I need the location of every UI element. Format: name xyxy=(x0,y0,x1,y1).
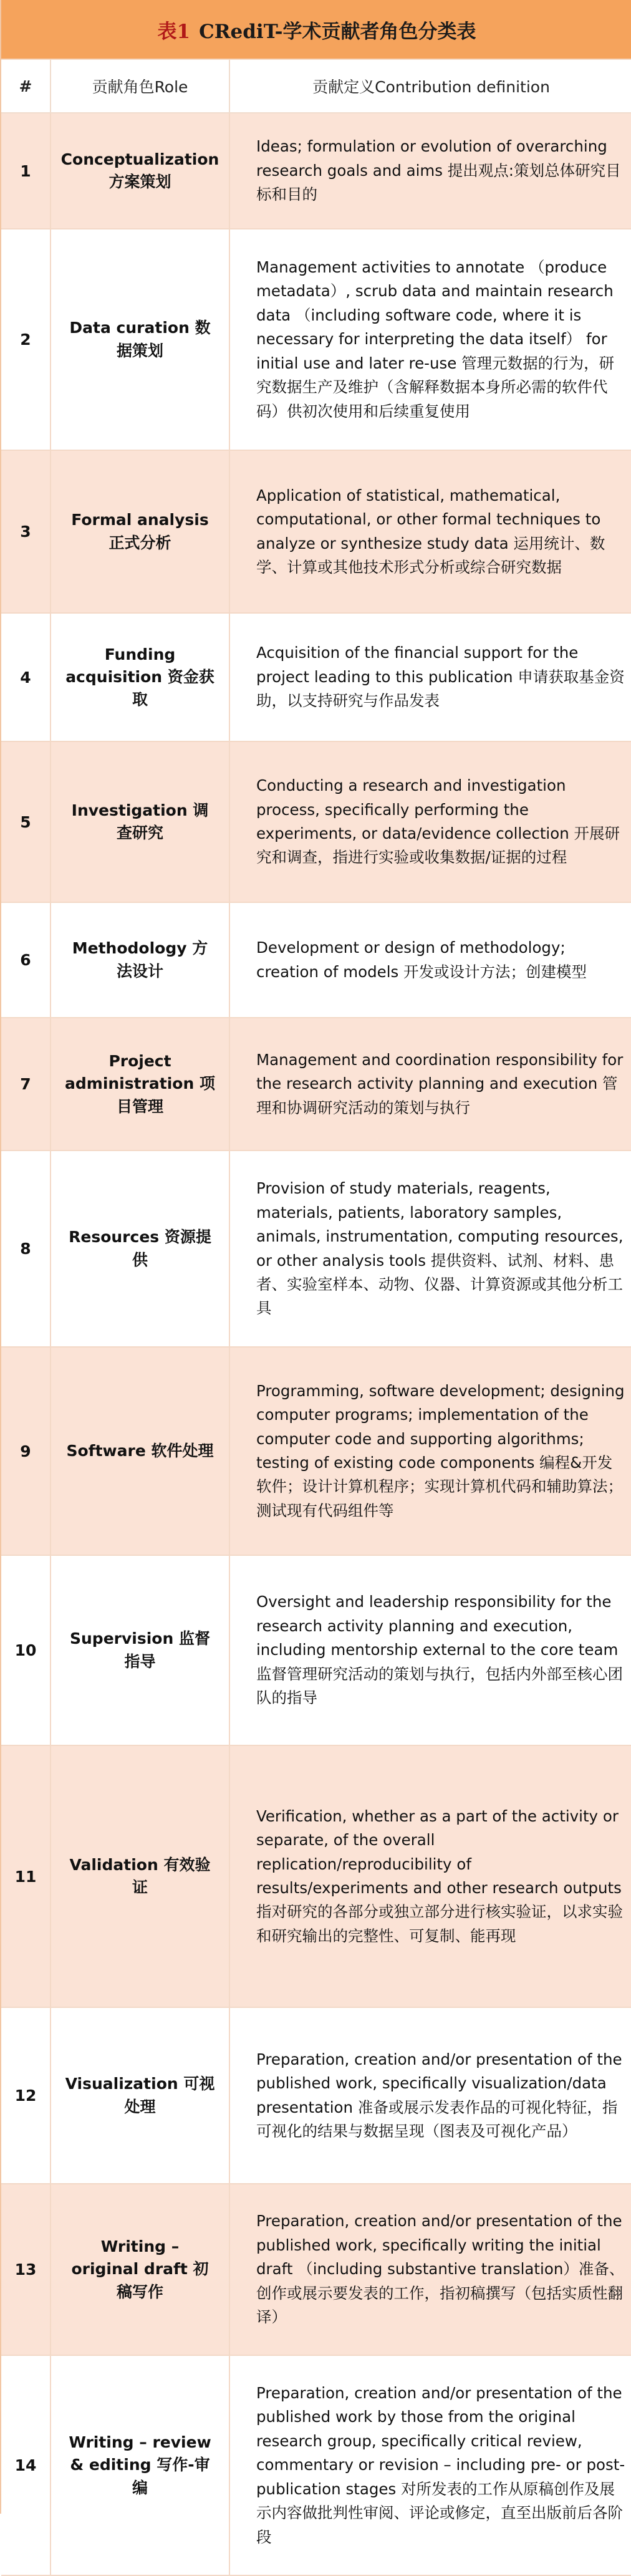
row-definition: Acquisition of the financial support for the project leading to this publication 申请获取基金资助，以支持研究与作品发表 xyxy=(230,614,631,742)
row-definition: Management activities to annotate （produce metadata）, scrub data and maintain research data （including software code, where it is necessary for interpreting the data itself） for initial use and later re-use 管理元数据的行为，研究数据生产及维护（含解释数据本身所必需的软件代码）供初次使用和后续重复使用 xyxy=(230,229,631,451)
row-number: 1 xyxy=(1,113,51,229)
row-role: Writing – original draft 初稿写作 xyxy=(51,2184,230,2356)
row-role: Software 软件处理 xyxy=(51,1348,230,1556)
row-number: 5 xyxy=(1,742,51,903)
row-definition: Programming, software development; designing computer programs; implementation of the computer code and supporting algorithms; testing of existing code components 编程&开发软件；设计计算机程序；实现计算机代码和辅助算法；测试现有代码组件等 xyxy=(230,1348,631,1556)
row-number: 12 xyxy=(1,2008,51,2184)
header-definition: 贡献定义Contribution definition xyxy=(230,60,631,113)
row-number: 4 xyxy=(1,614,51,742)
row-role: Methodology 方法设计 xyxy=(51,903,230,1018)
row-role: Writing – review & editing 写作-审编 xyxy=(51,2356,230,2576)
row-role: Data curation 数据策划 xyxy=(51,229,230,451)
row-role: Investigation 调查研究 xyxy=(51,742,230,903)
row-number: 11 xyxy=(1,1746,51,2008)
row-number: 13 xyxy=(1,2184,51,2356)
row-role: Resources 资源提供 xyxy=(51,1151,230,1348)
row-number: 7 xyxy=(1,1018,51,1151)
row-role: Conceptualization 方案策划 xyxy=(51,113,230,229)
row-definition: Verification, whether as a part of the activity or separate, of the overall replication/reproducibility of results/experiments and other research outputs 指对研究的各部分或独立部分进行核实验证，以求实验和研究输出的完整性、可复制、能再现 xyxy=(230,1746,631,2008)
row-number: 3 xyxy=(1,451,51,614)
table-title xyxy=(1,0,631,60)
header-role: 贡献角色Role xyxy=(51,60,230,113)
row-definition: Oversight and leadership responsibility for the research activity planning and execution, including mentorship external to the core team 监督管理研究活动的策划与执行，包括内外部至核心团队的指导 xyxy=(230,1556,631,1746)
row-definition: Management and coordination responsibility for the research activity planning and execution 管理和协调研究活动的策划与执行 xyxy=(230,1018,631,1151)
row-role: Funding acquisition 资金获取 xyxy=(51,614,230,742)
table-number: 表1 xyxy=(157,20,191,43)
row-definition: Preparation, creation and/or presentation of the published work by those from the original research group, specifically critical review, commentary or revision – including pre- or post-publication stages 对所发表的工作从原稿创作及展示内容做批判性审阅、评论或修定，直至出版前后各阶段 xyxy=(230,2356,631,2576)
row-number: 8 xyxy=(1,1151,51,1348)
row-definition: Application of statistical, mathematical, computational, or other formal techniques to analyze or synthesize study data 运用统计、数学、计算或其他技术形式分析或综合研究数据 xyxy=(230,451,631,614)
row-definition: Development or design of methodology; creation of models 开发或设计方法；创建模型 xyxy=(230,903,631,1018)
row-role: Project administration 项目管理 xyxy=(51,1018,230,1151)
row-definition: Conducting a research and investigation process, specifically performing the experiments, or data/evidence collection 开展研究和调查，指进行实验或收集数据/证据的过程 xyxy=(230,742,631,903)
row-definition: Ideas; formulation or evolution of overarching research goals and aims 提出观点:策划总体研究目标和目的 xyxy=(230,113,631,229)
row-number: 2 xyxy=(1,229,51,451)
row-number: 10 xyxy=(1,1556,51,1746)
row-number: 9 xyxy=(1,1348,51,1556)
row-number: 14 xyxy=(1,2356,51,2576)
table-title-text: CRediT-学术贡献者角色分类表 xyxy=(199,20,476,43)
row-definition: Preparation, creation and/or presentation of the published work, specifically visualization/data presentation 准备或展示发表作品的可视化特征，指可视化的结果与数据呈现（图表及可视化产品） xyxy=(230,2008,631,2184)
row-definition: Provision of study materials, reagents, materials, patients, laboratory samples, animals, instrumentation, computing resources, or other analysis tools 提供资料、试剂、材料、患者、实验室样本、动物、仪器、计算资源或其他分析工具 xyxy=(230,1151,631,1348)
row-role: Visualization 可视处理 xyxy=(51,2008,230,2184)
row-role: Validation 有效验证 xyxy=(51,1746,230,2008)
row-number: 6 xyxy=(1,903,51,1018)
row-role: Supervision 监督指导 xyxy=(51,1556,230,1746)
header-number: # xyxy=(1,60,51,113)
row-definition: Preparation, creation and/or presentation of the published work, specifically writing the initial draft （including substantive translation）准备、创作或展示要发表的工作，指初稿撰写（包括实质性翻译） xyxy=(230,2184,631,2356)
row-role: Formal analysis 正式分析 xyxy=(51,451,230,614)
